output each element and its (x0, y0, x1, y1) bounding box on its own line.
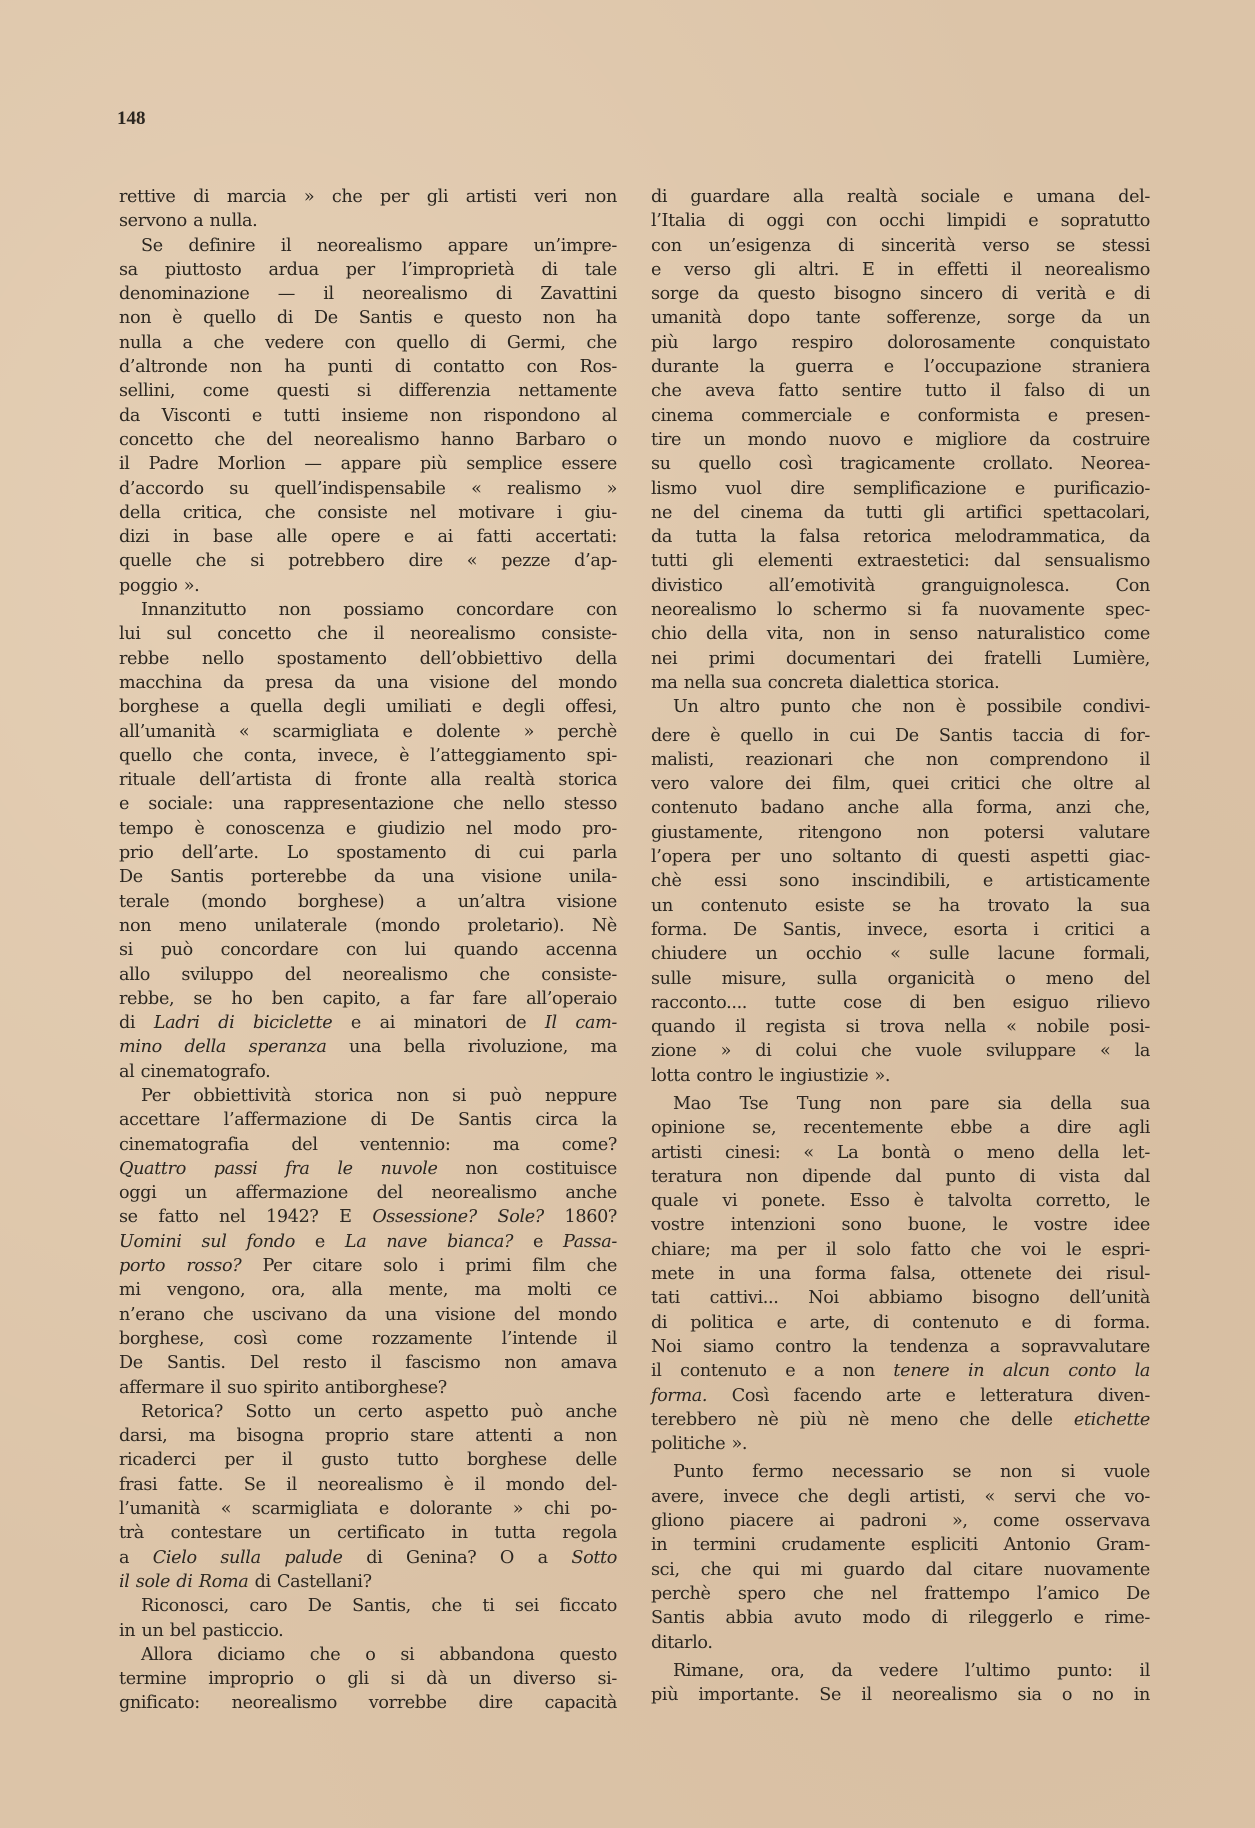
text-segment: oggi un affermazione del neorealismo anche (119, 1183, 617, 1204)
text-line (651, 1064, 1150, 1088)
text-segment: concetto che del neorealismo hanno Barbaro o (119, 429, 617, 450)
text-segment: da Visconti e tutti insieme non rispondono al (119, 405, 617, 426)
text-segment: n’erano che uscivano da una visione del mondo (119, 1304, 617, 1325)
italic-title: forma. (651, 1385, 708, 1406)
text-segment: avere, invece che degli artisti, « servi che vo- (651, 1486, 1150, 1507)
text-line (651, 1165, 1150, 1189)
text-line (651, 282, 1150, 306)
text-line (651, 942, 1150, 966)
italic-title: il sole di Roma (119, 1571, 249, 1592)
italic-title: Ossessione? Sole? (372, 1207, 544, 1228)
text-segment: sulle misure, sulla organicità o meno del (651, 968, 1150, 989)
text-line (651, 1039, 1150, 1063)
text-line (119, 1376, 617, 1400)
text-line (119, 1108, 617, 1132)
text-segment: racconto.... tutte cose di ben esiguo rilievo (651, 992, 1150, 1013)
text-segment: allo sviluppo del neorealismo che consiste- (119, 964, 617, 985)
text-line (651, 1533, 1150, 1557)
text-line (651, 1558, 1150, 1582)
text-line (651, 1384, 1150, 1408)
text-segment: lui sul concetto che il neorealismo consiste- (119, 624, 617, 645)
text-column-right (651, 185, 1150, 1707)
text-segment: d’accordo su quell’indispensabile « realismo » (119, 478, 617, 499)
text-segment: di (119, 1013, 154, 1034)
text-line (119, 1619, 617, 1643)
text-line (119, 1205, 617, 1229)
text-line (119, 914, 617, 938)
text-line (651, 452, 1150, 476)
text-segment: di politica e arte, di contenuto e di forma. (651, 1312, 1150, 1333)
text-line (651, 967, 1150, 991)
text-segment: Per obbiettività storica non si può neppure (141, 1085, 617, 1106)
text-segment: vostre intenzioni sono buone, le vostre idee (651, 1215, 1150, 1236)
text-segment: chiare; ma per il solo fatto che voi le espri- (651, 1239, 1150, 1260)
text-line (119, 1424, 617, 1448)
text-segment: giustamente, ritengono non potersi valutare (651, 822, 1150, 843)
text-column-left (119, 185, 617, 1716)
text-segment: all’umanità « scarmigliata e dolente » perchè (119, 721, 617, 742)
text-line (651, 428, 1150, 452)
text-line (119, 817, 617, 841)
text-segment: l’umanità « scarmigliata e dolorante » chi po- (119, 1499, 617, 1520)
text-segment: borghese, così come rozzamente l’intende il (119, 1328, 617, 1349)
text-line (119, 1400, 617, 1424)
text-line (119, 768, 617, 792)
text-line (651, 991, 1150, 1015)
text-segment: di guardare alla realtà sociale e umana del- (651, 187, 1150, 207)
text-segment: De Santis porterebbe da una visione unila- (119, 867, 617, 888)
text-line (119, 865, 617, 889)
text-segment: frasi fatte. Se il neorealismo è il mondo del- (119, 1474, 617, 1495)
text-segment: gnificato: neorealismo vorrebbe dire capacità (119, 1693, 617, 1714)
text-segment: non è quello di De Santis e questo non ha (119, 308, 617, 329)
text-line (119, 1521, 617, 1545)
text-segment: il contenuto e a non (651, 1361, 894, 1382)
text-line (651, 331, 1150, 355)
italic-title: etichette (1073, 1409, 1150, 1430)
text-segment: Rimane, ora, da vedere l’ultimo punto: il (673, 1660, 1150, 1681)
text-line (651, 796, 1150, 820)
text-line (119, 1570, 617, 1594)
text-line (651, 845, 1150, 869)
text-line (651, 355, 1150, 379)
text-line (651, 695, 1150, 719)
text-segment: gliono piacere ai padroni », come osservava (651, 1511, 1150, 1532)
text-line (651, 234, 1150, 258)
text-line (651, 574, 1150, 598)
text-line (119, 598, 617, 622)
text-line (651, 209, 1150, 233)
text-segment: rebbe, se ho ben capito, a far fare all’operaio (119, 988, 617, 1009)
text-segment: lotta contro le ingiustizie ». (651, 1065, 891, 1086)
text-segment: una bella rivoluzione, ma (326, 1037, 617, 1058)
text-segment: Innanzitutto non possiamo concordare con (141, 600, 617, 621)
text-line (119, 525, 617, 549)
text-segment: zione » di colui che vuole sviluppare « la (651, 1041, 1150, 1062)
text-segment: più largo respiro dolorosamente conquistato (651, 332, 1150, 353)
text-line (119, 574, 617, 598)
text-segment: d’altronde non ha punti di contatto con Ros- (119, 357, 617, 378)
text-line (651, 379, 1150, 403)
text-segment: divistico all’emotività granguignolesca. Con (651, 575, 1150, 596)
text-segment: e ai minatori de (332, 1013, 545, 1034)
text-line (119, 1594, 617, 1618)
text-line (651, 894, 1150, 918)
text-line (119, 1157, 617, 1181)
text-segment: l’opera per uno soltanto di questi aspetti giac- (651, 847, 1150, 868)
text-segment: tire un mondo nuovo e migliore da costruire (651, 429, 1150, 450)
text-line (651, 1408, 1150, 1432)
text-segment: tati cattivi... Noi abbiamo bisogno dell’unità (651, 1288, 1150, 1309)
text-segment: quello che conta, invece, è l’atteggiamento spi- (119, 745, 617, 766)
text-line (651, 1213, 1150, 1237)
text-line (651, 772, 1150, 796)
text-segment: dere è quello in cui De Santis taccia di for- (651, 725, 1150, 746)
text-line (119, 209, 617, 233)
text-line (119, 1667, 617, 1691)
text-segment: rituale dell’artista di fronte alla realtà storica (119, 770, 617, 791)
text-segment: Retorica? Sotto un certo aspetto può anche (141, 1401, 617, 1422)
text-segment: si può concordare con lui quando accenna (119, 940, 617, 961)
text-line (119, 792, 617, 816)
text-line (119, 1011, 617, 1035)
text-segment: chiudere un occhio « sulle lacune formali, (651, 944, 1150, 965)
text-segment: e verso gli altri. E in effetti il neorealismo (651, 259, 1150, 280)
text-segment: su quello così tragicamente crollato. Neorea- (651, 454, 1150, 475)
text-segment: che aveva fatto sentire tutto il falso di un (651, 381, 1150, 402)
text-segment: sorge da questo bisogno sincero di verità e di (651, 284, 1150, 305)
text-line (651, 1359, 1150, 1383)
italic-title: mino della speranza (119, 1037, 327, 1058)
italic-title: Sotto (571, 1547, 618, 1568)
text-line (119, 671, 617, 695)
text-segment: chè essi sono inscindibili, e artisticamente (651, 871, 1150, 892)
text-line (651, 622, 1150, 646)
text-segment: terebbero nè più nè meno che delle (651, 1409, 1074, 1430)
text-line (651, 1092, 1150, 1116)
text-segment: e (513, 1231, 564, 1252)
text-segment: macchina da presa da una visione del mondo (119, 672, 617, 693)
text-line (119, 234, 617, 258)
text-line (119, 185, 617, 209)
italic-title: Uomini sul fondo (119, 1231, 295, 1252)
text-line (119, 1181, 617, 1205)
text-segment: di Genina? O a (342, 1547, 572, 1568)
text-line (119, 1060, 617, 1084)
text-line (651, 1116, 1150, 1140)
text-line (651, 1015, 1150, 1039)
text-line (651, 404, 1150, 428)
text-line (119, 1303, 617, 1327)
text-line (651, 821, 1150, 845)
text-segment: della critica, che consiste nel motivare i giu- (119, 502, 617, 523)
text-line (119, 622, 617, 646)
text-line (651, 1335, 1150, 1359)
text-segment: da tutta la falsa retorica melodrammatica, da (651, 527, 1150, 548)
text-segment: rettive di marcia » che per gli artisti veri non (119, 187, 617, 207)
text-segment: neorealismo lo schermo si fa nuovamente spec- (651, 600, 1150, 621)
text-line (651, 1606, 1150, 1630)
text-line (119, 647, 617, 671)
page-number: 148 (117, 108, 146, 129)
text-line (119, 1497, 617, 1521)
text-segment: Un altro punto che non è possibile condivi- (673, 697, 1150, 718)
text-segment: mete in una forma falsa, ottenete dei risul- (651, 1264, 1150, 1285)
text-line (119, 744, 617, 768)
text-segment: termine improprio o gli si dà un diverso si- (119, 1669, 617, 1690)
text-segment: perchè spero che nel frattempo l’amico De (651, 1583, 1150, 1604)
text-segment: artisti cinesi: « La bontà o meno della let- (651, 1142, 1150, 1163)
text-segment: Mao Tse Tung non pare sia della sua (673, 1093, 1150, 1114)
text-line (119, 987, 617, 1011)
text-line (651, 1262, 1150, 1286)
text-segment: forma. De Santis, invece, esorta i critici a (651, 919, 1150, 940)
text-line (119, 938, 617, 962)
text-segment: mi vengono, ora, alla mente, ma molti ce (119, 1280, 617, 1301)
text-segment: in un bel pasticcio. (119, 1620, 284, 1641)
text-segment: Noi siamo contro la tendenza a sopravvalutare (651, 1336, 1150, 1357)
italic-title: Passa- (563, 1231, 617, 1252)
text-segment: in termini crudamente espliciti Antonio Gram- (651, 1535, 1150, 1556)
text-line (651, 918, 1150, 942)
text-line (119, 1133, 617, 1157)
italic-title: Il cam- (544, 1013, 617, 1034)
text-segment: e (294, 1231, 345, 1252)
text-segment: servono a nulla. (119, 211, 258, 232)
text-line (651, 1485, 1150, 1509)
text-segment: di Castellani? (248, 1571, 372, 1592)
text-segment: Allora diciamo che o si abbandona questo (141, 1644, 617, 1665)
text-line (119, 841, 617, 865)
text-line (651, 598, 1150, 622)
text-line (651, 671, 1150, 695)
italic-title: Quattro passi fra le nuvole (119, 1158, 438, 1179)
text-segment: opinione se, recentemente ebbe a dire agli (651, 1118, 1150, 1139)
text-segment: con un’esigenza di sincerità verso se stessi (651, 235, 1150, 256)
text-segment: Santis abbia avuto modo di rileggerlo e rime- (651, 1608, 1150, 1629)
text-line (119, 1546, 617, 1570)
text-segment: quale vi ponete. Esso è talvolta corretto, le (651, 1191, 1150, 1212)
text-line (119, 428, 617, 452)
text-line (119, 549, 617, 573)
text-segment: nulla a che vedere con quello di Germi, che (119, 332, 617, 353)
text-segment: durante la guerra e l’occupazione straniera (651, 357, 1150, 378)
text-line (119, 1254, 617, 1278)
text-line (119, 1035, 617, 1059)
text-line (119, 695, 617, 719)
text-segment: cinema commerciale e conformista e presen- (651, 405, 1150, 426)
text-line (651, 748, 1150, 772)
text-line (119, 355, 617, 379)
text-line (651, 477, 1150, 501)
text-line (651, 501, 1150, 525)
text-segment: più importante. Se il neorealismo sia o no in (651, 1685, 1150, 1706)
text-segment: Riconosci, caro De Santis, che ti sei ficcato (141, 1596, 617, 1617)
text-segment: cinematografia del ventennio: ma come? (119, 1134, 617, 1155)
text-line (119, 477, 617, 501)
text-segment: terale (mondo borghese) a un’altra visione (119, 891, 617, 912)
text-segment: Se definire il neorealismo appare un’impre- (141, 235, 617, 256)
text-line (119, 258, 617, 282)
text-segment: denominazione — il neorealismo di Zavattini (119, 284, 617, 305)
text-line (119, 331, 617, 355)
text-line (119, 963, 617, 987)
italic-title: La nave bianca? (344, 1231, 514, 1252)
text-segment: accettare l’affermazione di De Santis circa la (119, 1110, 617, 1131)
text-line (651, 724, 1150, 748)
text-segment: Punto fermo necessario se non si vuole (673, 1462, 1150, 1483)
text-line (651, 1238, 1150, 1262)
text-line (651, 1460, 1150, 1484)
text-segment: quelle che si potrebbero dire « pezze d’ap- (119, 551, 617, 572)
text-line (651, 525, 1150, 549)
text-segment: darsi, ma bisogna proprio stare attenti a non (119, 1426, 617, 1447)
text-line (651, 549, 1150, 573)
text-segment: vero valore dei film, quei critici che oltre al (651, 774, 1150, 795)
text-line (651, 306, 1150, 330)
text-segment: ricaderci per il gusto tutto borghese delle (119, 1450, 617, 1471)
text-segment: dizi in base alle opere e ai fatti accertati: (119, 527, 617, 548)
text-line (651, 647, 1150, 671)
text-line (119, 1643, 617, 1667)
text-segment: borghese a quella degli umiliati e degli offesi, (119, 697, 617, 718)
text-segment: 1860? (543, 1207, 617, 1228)
text-line (651, 1189, 1150, 1213)
text-segment: chio della vita, non in senso naturalistico come (651, 624, 1150, 645)
text-segment: teratura non dipende dal punto di vista dal (651, 1166, 1150, 1187)
text-segment: ne del cinema da tutti gli artifici spettacolari, (651, 502, 1150, 523)
text-segment: il Padre Morlion — appare più semplice essere (119, 454, 617, 475)
text-segment: sa piuttosto ardua per l’improprietà di tale (119, 259, 617, 280)
text-line (119, 404, 617, 428)
italic-title: Cielo sulla palude (152, 1547, 343, 1568)
italic-title: tenere in alcun conto la (893, 1361, 1151, 1382)
text-segment: un contenuto esiste se ha trovato la sua (651, 895, 1150, 916)
text-segment: al cinematografo. (119, 1061, 271, 1082)
text-line (651, 1141, 1150, 1165)
text-line (119, 379, 617, 403)
text-segment: non meno unilaterale (mondo proletario). Nè (119, 915, 617, 936)
text-line (651, 1582, 1150, 1606)
text-segment: poggio ». (119, 575, 200, 596)
text-segment: a (119, 1547, 153, 1568)
text-segment: rebbe nello spostamento dell’obbiettivo della (119, 648, 617, 669)
text-segment: malisti, reazionari che non comprendono il (651, 749, 1150, 770)
text-segment: lismo vuol dire semplificazione e purificazio- (651, 478, 1150, 499)
text-line (119, 720, 617, 744)
text-line (651, 1286, 1150, 1310)
text-line (119, 1327, 617, 1351)
text-segment: tutti gli elementi extraestetici: dal sensualismo (651, 551, 1150, 572)
text-segment: prio dell’arte. Lo spostamento di cui parla (119, 843, 617, 864)
text-line (651, 258, 1150, 282)
text-line (119, 1278, 617, 1302)
text-line (119, 1230, 617, 1254)
text-line (119, 282, 617, 306)
text-line (119, 890, 617, 914)
text-segment: trà contestare un certificato in tutta regola (119, 1523, 617, 1544)
text-line (119, 1084, 617, 1108)
text-segment: sellini, come questi si differenzia nettamente (119, 381, 617, 402)
text-segment: sci, che qui mi guardo dal citare nuovamente (651, 1559, 1150, 1580)
text-segment: umanità dopo tante sofferenze, sorge da un (651, 308, 1150, 329)
text-line (651, 869, 1150, 893)
text-segment: non costituisce (437, 1158, 617, 1179)
text-line (119, 306, 617, 330)
text-line (651, 1509, 1150, 1533)
text-segment: Così facendo arte e letteratura diven- (707, 1385, 1150, 1406)
text-segment: nei primi documentari dei fratelli Lumière, (651, 648, 1150, 669)
italic-title: Ladri di biciclette (153, 1013, 333, 1034)
text-segment: contenuto badano anche alla forma, anzi che, (651, 798, 1150, 819)
text-segment: se fatto nel 1942? E (119, 1207, 373, 1228)
text-segment: Per citare solo i primi film che (241, 1256, 618, 1277)
text-line (119, 1448, 617, 1472)
text-segment: l’Italia di oggi con occhi limpidi e sopratutto (651, 211, 1150, 232)
text-segment: De Santis. Del resto il fascismo non amava (119, 1353, 617, 1374)
text-segment: e sociale: una rappresentazione che nello stesso (119, 794, 617, 815)
italic-title: porto rosso? (119, 1256, 242, 1277)
text-line (651, 185, 1150, 209)
text-line (651, 1432, 1150, 1456)
text-segment: ma nella sua concreta dialettica storica. (651, 672, 1000, 693)
text-segment: affermare il suo spirito antiborghese? (119, 1377, 447, 1398)
text-line (119, 1691, 617, 1715)
text-line (119, 501, 617, 525)
text-line (651, 1631, 1150, 1655)
text-segment: politiche ». (651, 1434, 748, 1455)
text-segment: tempo è conoscenza e giudizio nel modo pro- (119, 818, 617, 839)
text-segment: quando il regista si trova nella « nobile posi- (651, 1017, 1150, 1038)
text-line (119, 1351, 617, 1375)
text-line (651, 1683, 1150, 1707)
text-segment: ditarlo. (651, 1632, 713, 1653)
text-line (651, 1311, 1150, 1335)
text-line (119, 452, 617, 476)
text-line (651, 1659, 1150, 1683)
text-line (119, 1473, 617, 1497)
